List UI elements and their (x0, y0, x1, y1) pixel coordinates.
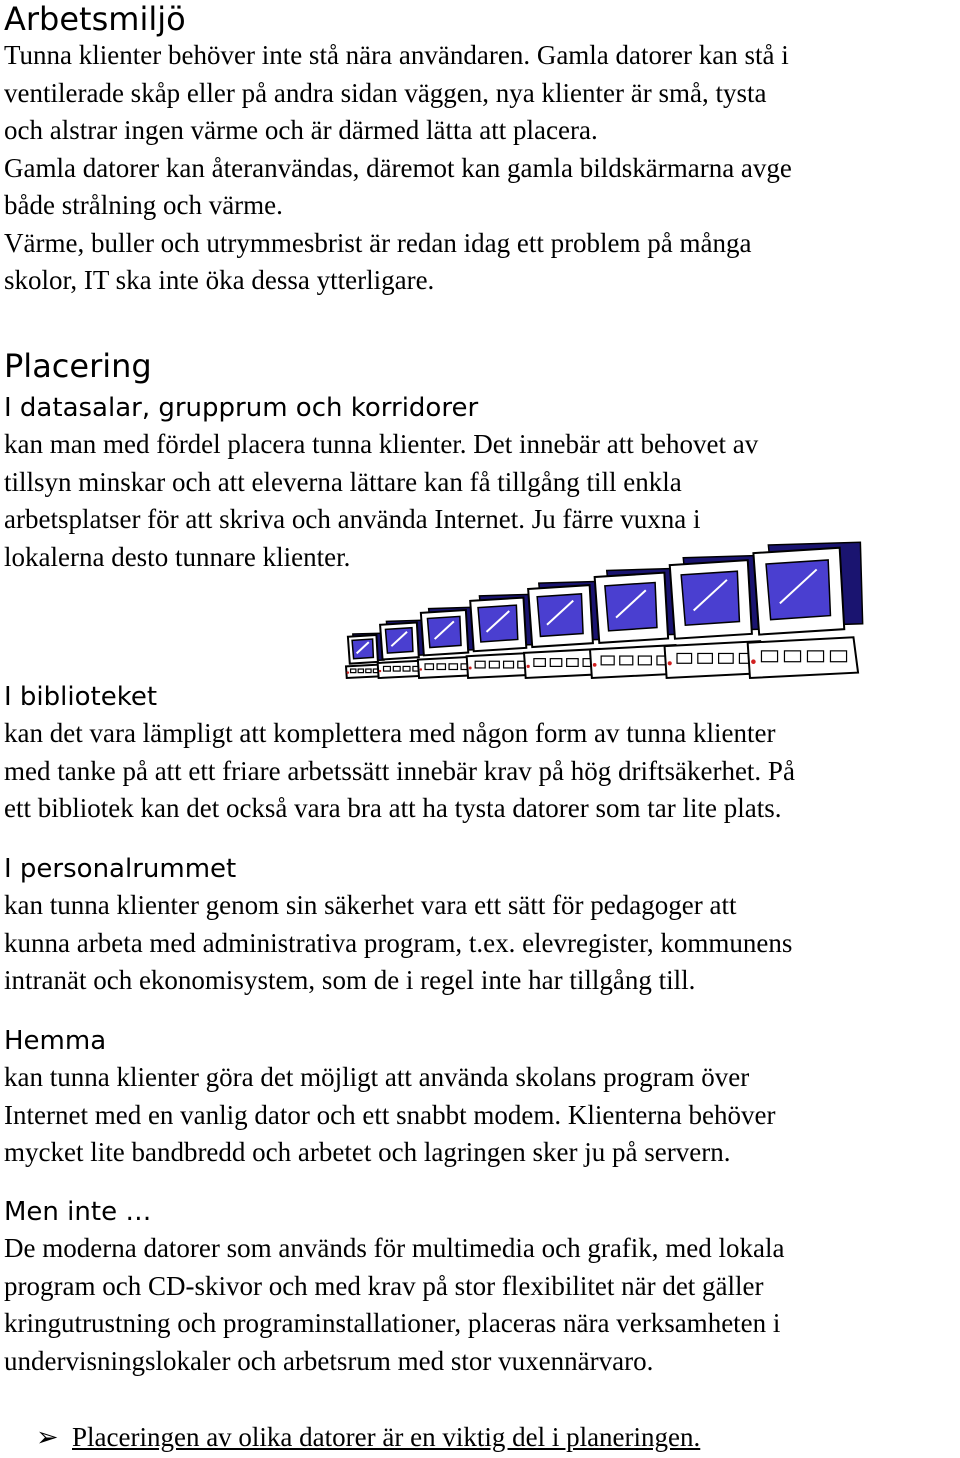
text-line: mycket lite bandbredd och arbetet och lagringen sker ju på servern. (4, 1137, 731, 1167)
text-line: kringutrustning och programinstallationer, placeras nära verksamheten i (4, 1308, 781, 1338)
subheading-datasalar: I datasalar, grupprum och korridorer (4, 393, 479, 423)
text-line: Värme, buller och utrymmesbrist är redan idag ett problem på många (4, 227, 752, 258)
text-line: intranät och ekonomisystem, som de i regel inte har tillgång till. (4, 965, 696, 995)
paragraph-hemma (4, 1059, 959, 1172)
text-line: och alstrar ingen värme och är därmed lätta att placera. (4, 115, 598, 145)
computer-row-icon (340, 528, 960, 694)
text-line: med tanke på att ett friare arbetssätt innebär krav på hög driftsäkerhet. På (4, 755, 795, 786)
text-line: undervisningslokaler och arbetsrum med stor vuxennärvaro. (4, 1345, 654, 1376)
text-line: skolor, IT ska inte öka dessa ytterligare. (4, 265, 435, 295)
text-line: Tunna klienter behöver inte stå nära användaren. Gamla datorer kan stå i (4, 40, 789, 70)
text-line: kan tunna klienter göra det möjligt att använda skolans program över (4, 1062, 750, 1092)
paragraph-biblioteket (4, 715, 959, 828)
bullet-link[interactable]: Placeringen av olika datorer är en viktig del i planeringen. (72, 1422, 701, 1452)
heading-biblioteket: I biblioteket (4, 682, 158, 712)
text-line: både strålning och värme. (4, 190, 283, 220)
heading-arbetsmiljo: Arbetsmiljö (4, 0, 186, 38)
text-line: tillsyn minskar och att eleverna lättare kan få tillgång till enkla (4, 466, 682, 497)
heading-placering: Placering (4, 347, 152, 385)
arrow-bullet-icon: ➢ (36, 1422, 59, 1452)
text-line: arbetsplatser för att skriva och använda Internet. Ju färre vuxna i (4, 504, 701, 534)
text-line: De moderna datorer som används för multimedia och grafik, med lokala (4, 1233, 785, 1263)
text-line: lokalerna desto tunnare klienter. (4, 541, 351, 572)
text-line: kan det vara lämpligt att komplettera med någon form av tunna klienter (4, 718, 776, 748)
paragraph-personalrummet (4, 887, 959, 1000)
text-line: kunna arbeta med administrativa program, t.ex. elevregister, kommunens (4, 927, 793, 958)
text-line: kan tunna klienter genom sin säkerhet vara ett sätt för pedagoger att (4, 890, 737, 920)
text-line: ventilerade skåp eller på andra sidan väggen, nya klienter är små, tysta (4, 77, 767, 108)
text-line: ett bibliotek kan det också vara bra att ha tysta datorer som tar lite plats. (4, 793, 782, 823)
paragraph-arbetsmiljo (4, 37, 959, 300)
text-line: kan man med fördel placera tunna klienter. Det innebär att behovet av (4, 429, 759, 459)
text-line: Internet med en vanlig dator och ett snabbt modem. Klienterna behöver (4, 1099, 776, 1130)
text-line: program och CD-skivor och med krav på stor flexibilitet när det gäller (4, 1270, 764, 1301)
bullet-item (36, 1418, 700, 1456)
computer-icon (748, 542, 863, 678)
paragraph-men-inte (4, 1230, 959, 1380)
text-line: Gamla datorer kan återanvändas, däremot kan gamla bildskärmarna avge (4, 152, 792, 183)
heading-men-inte: Men inte … (4, 1197, 152, 1227)
heading-personalrummet: I personalrummet (4, 854, 237, 884)
heading-hemma: Hemma (4, 1026, 107, 1056)
